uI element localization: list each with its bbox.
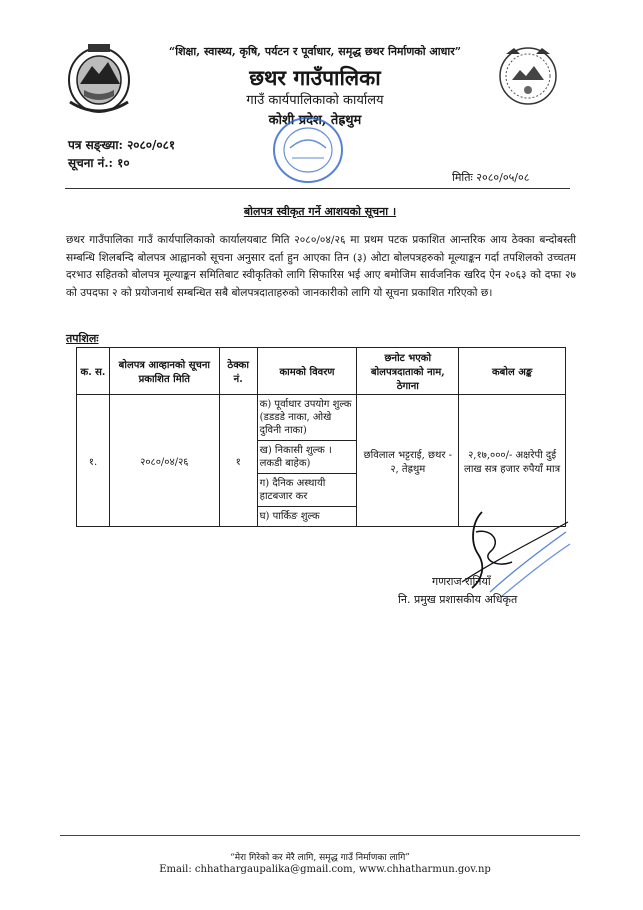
work-item: क) पूर्वाधार उपयोग शुल्क (डडडडे नाका, ओखे दुविनी नाका) bbox=[258, 395, 357, 441]
header-divider bbox=[65, 188, 570, 189]
header-contract-number: ठेक्का नं. bbox=[219, 348, 257, 395]
footer-slogan: “मेरा गिरेको कर मेरै लागि, समृद्ध गाउँ निर्माणका लागि” bbox=[230, 853, 410, 863]
tender-table bbox=[76, 347, 566, 527]
cell-serial: १. bbox=[77, 395, 110, 527]
notice-body: छथर गाउँपालिका गाउँ कार्यपालिकाको कार्यालयबाट मिति २०८०/०४/२६ मा प्रथम पटक प्रकाशित आन्तरिक आय ठेक्का बन्दोबस्ती सम्बन्धि शिलबन्दि बोलपत्र आह्वानको सूचना अनुसार दर्ता हुन आएका तिन (३) ओटा बोलपत्रहरुको मूल्याङ्कन गर्दा तपशिलको उच्चतम दरभाउ सहितको बोलपत्र मूल्याङ्कन समितिबाट स्वीकृतिको लागि सिफारिस भई आए बमोजिम सार्वजनिक खरिद ऐन २०६३ को दफा २७ को उपदफा २ को प्रयोजनार्थ सम्बन्धित सबै बोलपत्रदाताहरुको जानकारीको लागि यो सूचना प्रकाशित गरिएको छ। bbox=[66, 234, 576, 299]
reference-number: पत्र सङ्ख्या: २०८०/०८१ bbox=[68, 138, 176, 152]
municipality-logo-icon bbox=[496, 40, 560, 110]
cell-bidder: छविलाल भट्टराई, छथर - २, तेह्रथुम bbox=[357, 395, 459, 527]
cell-bid-amount: २,१७,०००/- अक्षरेपी दुई लाख सत्र हजार रुपैयाँ मात्र bbox=[459, 395, 566, 527]
footer-contact: Email: chhathargaupalika@gmail.com, www.chhatharmun.gov.np bbox=[159, 864, 491, 875]
footer-divider bbox=[60, 835, 580, 836]
work-item: ग) दैनिक अस्थायी हाटबजार कर bbox=[258, 474, 357, 507]
table-header-row bbox=[77, 348, 566, 395]
signatory-name: गणराज रानियाँ bbox=[432, 575, 491, 588]
header-slogan: “शिक्षा, स्वास्थ्य, कृषि, पर्यटन र पूर्वाधार, समृद्ध छथर निर्माणको आधार” bbox=[168, 45, 462, 58]
header-notice-date: बोलपत्र आव्हानको सूचना प्रकाशित मिति bbox=[109, 348, 219, 395]
header-bid-amount: कबोल अङ्क bbox=[459, 348, 566, 395]
nepal-emblem-icon bbox=[64, 40, 134, 116]
cell-work-description bbox=[257, 395, 357, 527]
office-stamp-icon bbox=[266, 112, 350, 188]
signatory-post: नि. प्रमुख प्रशासकीय अधिकृत bbox=[398, 593, 518, 606]
municipality-title: छथर गाउँपालिका bbox=[249, 65, 381, 90]
header-work-description: कामको विवरण bbox=[257, 348, 357, 395]
work-item: ख) निकासी शुल्क । लकडी बाहेक) bbox=[258, 441, 357, 474]
province-location: कोशी प्रदेश, तेह्रथुम bbox=[268, 113, 362, 128]
office-name: गाउँ कार्यपालिकाको कार्यालय bbox=[246, 93, 384, 108]
header-serial: क. स. bbox=[77, 348, 110, 395]
work-item: घ) पार्किङ शुल्क bbox=[259, 511, 320, 522]
notice-number: सूचना नं.: १० bbox=[68, 156, 130, 170]
header-bidder: छनोट भएको बोलपत्रदाताको नाम, ठेगाना bbox=[357, 348, 459, 395]
notice-subject: बोलपत्र स्वीकृत गर्ने आशयको सूचना । bbox=[243, 205, 397, 218]
cell-contract-number: १ bbox=[219, 395, 257, 527]
details-label: तपशिलः bbox=[66, 332, 99, 345]
cell-notice-date: २०८०/०४/२६ bbox=[109, 395, 219, 527]
notice-date: मितिः २०८०/०५/०८ bbox=[452, 171, 530, 184]
